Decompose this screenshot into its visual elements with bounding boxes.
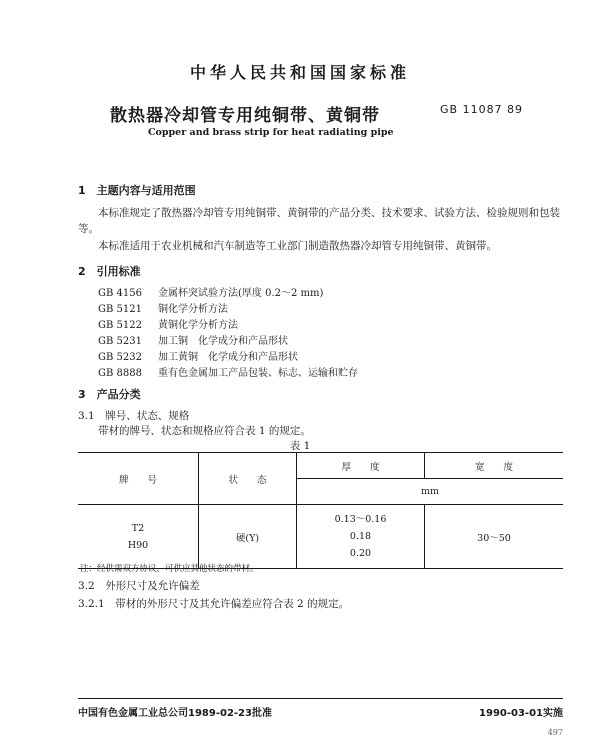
section-3-1-heading: 3.1 牌号、状态、规格: [78, 410, 190, 422]
section-1-heading: 1 主题内容与适用范围: [78, 184, 196, 197]
national-standard-title: 中华人民共和国国家标准: [189, 63, 410, 82]
reference-item: [98, 348, 298, 363]
table-caption: 表 1: [289, 440, 311, 452]
reference-title: 铜化学分析方法: [158, 304, 228, 315]
document-title-english: Copper and brass strip for heat radiating pipe: [148, 127, 394, 138]
col-header-thickness: 厚 度: [297, 453, 425, 479]
reference-title: 加工铜 化学成分和产品形状: [158, 336, 288, 347]
table-cell-width: 30～50: [425, 505, 564, 569]
section-1-para-2: 本标准适用于农业机械和汽车制造等工业部门制造散热器冷却管专用纯铜带、黄铜带。: [98, 240, 497, 252]
section-1-para-1-cont: 等。: [78, 223, 99, 235]
table-cell-temper: 硬(Y): [199, 505, 297, 569]
section-1-para-1: 本标准规定了散热器冷却管专用纯铜带、黄铜带的产品分类、技术要求、试验方法、检验规则和包装: [98, 207, 560, 219]
reference-title: 加工黄铜 化学成分和产品形状: [158, 352, 298, 363]
reference-item: [98, 316, 238, 331]
thickness-value: 0.20: [349, 548, 372, 559]
reference-title: 重有色金属加工产品包装、标志、运输和贮存: [158, 368, 358, 379]
reference-title: 黄铜化学分析方法: [158, 320, 238, 331]
table-cell-grade: [78, 505, 199, 569]
col-header-temper: 状 态: [199, 453, 297, 505]
section-3-heading: 3 产品分类: [78, 388, 141, 401]
reference-code: GB 5231: [98, 336, 142, 347]
table-note: 注：经供需双方协议，可供应其他状态的带材。: [80, 564, 259, 574]
reference-code: GB 5232: [98, 352, 142, 363]
reference-item: [98, 284, 323, 299]
reference-item: [98, 332, 288, 347]
grade-t2: T2: [131, 522, 145, 534]
reference-code: GB 5121: [98, 304, 142, 315]
thickness-value: 0.13～0.16: [334, 514, 387, 525]
table-cell-thickness: [297, 505, 425, 569]
reference-code: GB 5122: [98, 320, 142, 331]
thickness-value: 0.18: [349, 531, 372, 542]
reference-item: [98, 300, 228, 315]
reference-code: GB 4156: [98, 288, 142, 299]
reference-code: GB 8888: [98, 368, 142, 379]
implementation-text: 1990-03-01实施: [479, 708, 563, 719]
footer-divider: [78, 698, 563, 699]
section-2-heading: 2 引用标准: [78, 265, 141, 278]
table-1: [78, 452, 563, 569]
col-header-width: 宽 度: [425, 453, 564, 479]
reference-title: 金属杯突试验方法(厚度 0.2～2 mm): [158, 288, 324, 299]
page-number: 497: [547, 728, 563, 737]
col-header-grade: 牌 号: [78, 453, 199, 505]
grade-h90: H90: [127, 539, 149, 551]
document-title: 散热器冷却管专用纯铜带、黄铜带: [110, 106, 380, 126]
section-3-2-1-para: 3.2.1 带材的外形尺寸及其允许偏差应符合表 2 的规定。: [78, 598, 350, 610]
section-3-1-para: 带材的牌号、状态和规格应符合表 1 的规定。: [98, 425, 311, 437]
section-3-2-heading: 3.2 外形尺寸及允许偏差: [78, 580, 200, 592]
standard-number: GB 11087 89: [440, 103, 524, 116]
approval-text: 中国有色金属工业总公司1989-02-23批准: [78, 708, 272, 719]
reference-item: [98, 364, 358, 379]
unit-label: mm: [297, 479, 564, 505]
